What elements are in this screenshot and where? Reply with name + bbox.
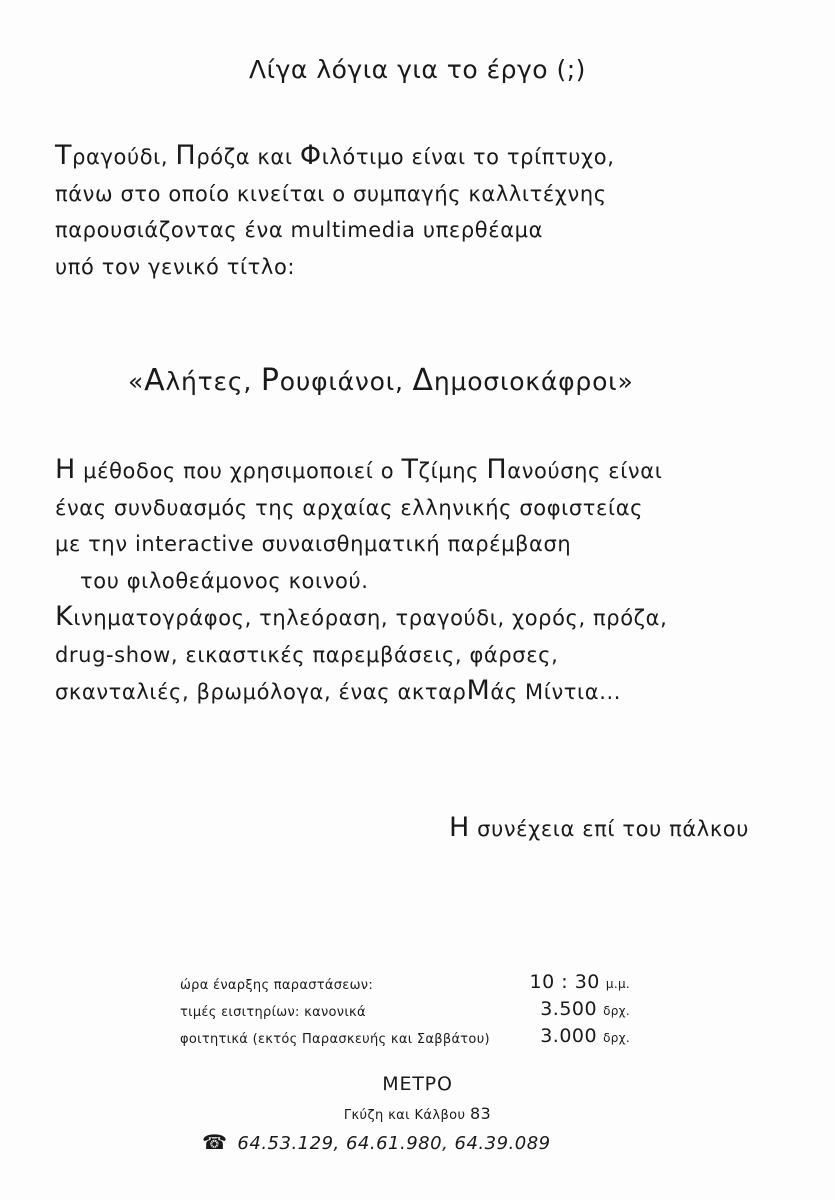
schedule-number: 10 : 30 (529, 971, 600, 993)
address-text: Γκύζη και Κάλβου (343, 1108, 470, 1123)
schedule-row (180, 1024, 630, 1051)
text-run: ρόζα και (196, 145, 300, 169)
intro-line-4: υπό τον γενικό τίτλο: (55, 254, 296, 279)
text-run: ιλότιμο είναι το τρίπτυχο, (321, 145, 615, 169)
phone-numbers (202, 1130, 551, 1154)
drop-cap: Ρ (260, 363, 280, 398)
text-run: ινηματογράφος, τηλεόραση, τραγούδι, χορός, πρόζα, (73, 606, 668, 630)
method-paragraph (55, 452, 667, 711)
drop-cap: Τ (401, 454, 419, 485)
text-run: μέθοδος που χρησιμοποιεί ο (75, 459, 402, 483)
text-run: ουφιάνοι, (279, 367, 413, 396)
drop-cap: Η (448, 812, 470, 843)
drop-cap: Κ (55, 601, 74, 632)
text-run: ημοσιοκάφροι (433, 367, 618, 396)
schedule-label: τιμές εισιτηρίων: κανονικά (180, 1005, 366, 1020)
schedule-unit: δρχ. (603, 1031, 630, 1045)
text-run: σκανταλιές, βρωμόλογα, ένας ακταρ (55, 680, 467, 704)
venue-name: ΜΕΤΡΟ (382, 1073, 453, 1095)
method-line-4: του φιλοθεάμονος κοινού. (80, 568, 369, 593)
intro-line-1 (55, 138, 614, 176)
address-number: 83 (469, 1104, 492, 1123)
text-run: ζίμης (418, 459, 487, 483)
drop-cap: Μ (466, 675, 491, 706)
schedule-value (530, 971, 630, 993)
schedule-unit: μ.μ. (605, 977, 630, 991)
drop-cap: Η (55, 454, 76, 485)
schedule-unit: δρχ. (603, 1004, 630, 1018)
continuation-note (449, 812, 749, 843)
text-run: άς Μίντια... (490, 680, 622, 704)
phone-list: 64.53.129, 64.61.980, 64.39.089 (237, 1133, 551, 1154)
text-run: ανούσης είναι (507, 459, 663, 483)
drop-cap: Τ (55, 140, 73, 171)
venue-address (0, 1104, 835, 1123)
schedule-value (540, 1025, 630, 1047)
text-run: συνέχεια επί του πάλκου (469, 817, 749, 841)
schedule-value (540, 998, 630, 1020)
show-title-quote (128, 363, 634, 398)
schedule-row (180, 997, 630, 1024)
drop-cap: Φ (299, 140, 322, 171)
drop-cap: Α (144, 363, 166, 398)
page-title: Λίγα λόγια για το έργο (;) (249, 55, 586, 84)
text-run: ραγούδι, (72, 145, 176, 169)
quote-close-mark: » (617, 367, 634, 396)
intro-paragraph (55, 138, 614, 285)
method-line-1 (55, 452, 667, 490)
schedule-label: φοιτητικά (εκτός Παρασκευής και Σαββάτου) (180, 1032, 490, 1047)
method-line-5 (55, 599, 667, 637)
method-line-6: drug-show, εικαστικές παρεμβάσεις, φάρσες, (55, 642, 559, 667)
telephone-icon: ☎ (202, 1130, 228, 1154)
drop-cap: Π (175, 140, 197, 171)
schedule-row (180, 970, 630, 997)
method-line-7 (55, 673, 667, 711)
method-line-3: με την interactive συναισθηματική παρέμβαση (55, 532, 572, 556)
schedule-number: 3.500 (540, 998, 598, 1020)
quote-open-mark: « (128, 367, 145, 396)
schedule-block (180, 970, 630, 1051)
schedule-label: ώρα έναρξης παραστάσεων: (180, 978, 374, 993)
method-line-2: ένας συνδυασμός της αρχαίας ελληνικής σοφιστείας (55, 495, 644, 520)
schedule-number: 3.000 (540, 1025, 598, 1047)
drop-cap: Δ (412, 363, 434, 398)
text-run: λήτες, (165, 367, 261, 396)
drop-cap: Π (486, 454, 508, 485)
intro-line-3: παρουσιάζοντας ένα multimedia υπερθέαμα (55, 218, 544, 242)
intro-line-2: πάνω στο οποίο κινείται ο συμπαγής καλλιτέχνης (55, 181, 607, 206)
